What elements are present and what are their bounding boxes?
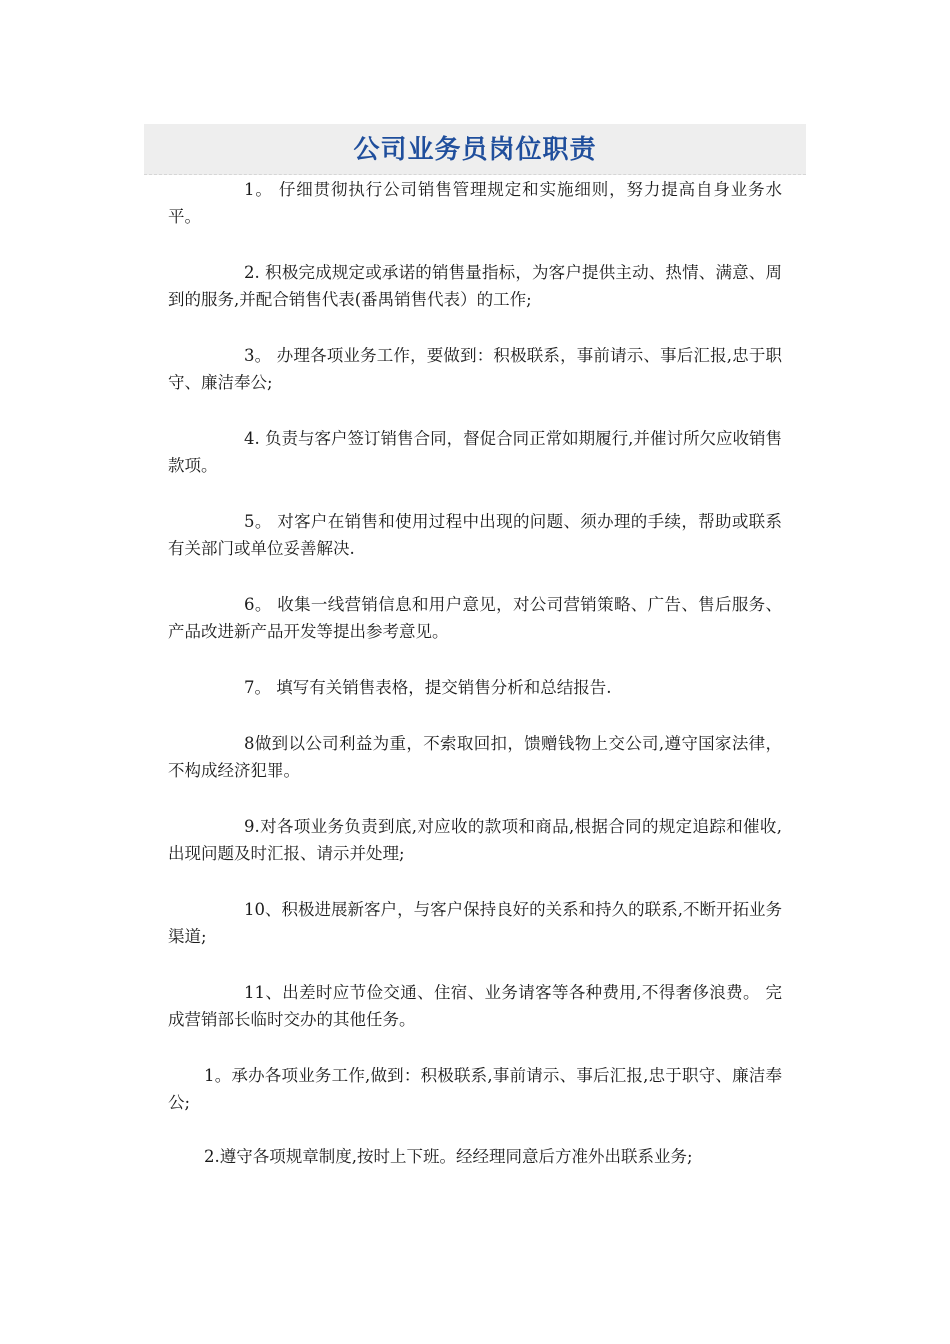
duty-item-4: 4. 负责与客户签订销售合同，督促合同正常如期履行,并催讨所欠应收销售款项。 [168,429,782,475]
duty-item-6: 6。 收集一线营销信息和用户意见，对公司营销策略、广告、售后服务、产品改进新产品开发等提出参考意见。 [168,595,782,641]
duty-item-3: 3。 办理各项业务工作，要做到：积极联系，事前请示、事后汇报,忠于职守、廉洁奉公; [168,346,782,392]
duty-item-8: 8做到以公司利益为重，不索取回扣，馈赠钱物上交公司,遵守国家法律，不构成经济犯罪。 [168,734,782,780]
extra-duty-item-1: 1。承办各项业务工作,做到：积极联系,事前请示、事后汇报,忠于职守、廉洁奉公; [168,1066,782,1112]
document-title: 公司业务员岗位职责 [353,135,597,165]
title-band [144,124,806,175]
duty-item-11: 11、出差时应节俭交通、住宿、业务请客等各种费用,不得奢侈浪费。 完成营销部长临时交办的其他任务。 [168,983,782,1029]
duty-item-1: 1。 仔细贯彻执行公司销售管理规定和实施细则，努力提高自身业务水平。 [168,180,782,226]
duty-item-7: 7。 填写有关销售表格，提交销售分析和总结报告. [244,678,612,697]
duty-item-9: 9.对各项业务负责到底,对应收的款项和商品,根据合同的规定追踪和催收,出现问题及时汇报、请示并处理; [168,817,782,863]
extra-duty-item-2: 2.遵守各项规章制度,按时上下班。经经理同意后方准外出联系业务; [204,1147,693,1166]
duty-item-2: 2. 积极完成规定或承诺的销售量指标，为客户提供主动、热情、满意、周到的服务,并配合销售代表(番禺销售代表）的工作; [168,263,782,309]
duty-item-10: 10、积极进展新客户，与客户保持良好的关系和持久的联系,不断开拓业务渠道; [168,900,782,946]
duty-item-5: 5。 对客户在销售和使用过程中出现的问题、须办理的手续，帮助或联系有关部门或单位妥善解决. [168,512,782,558]
document-body [168,176,782,1170]
